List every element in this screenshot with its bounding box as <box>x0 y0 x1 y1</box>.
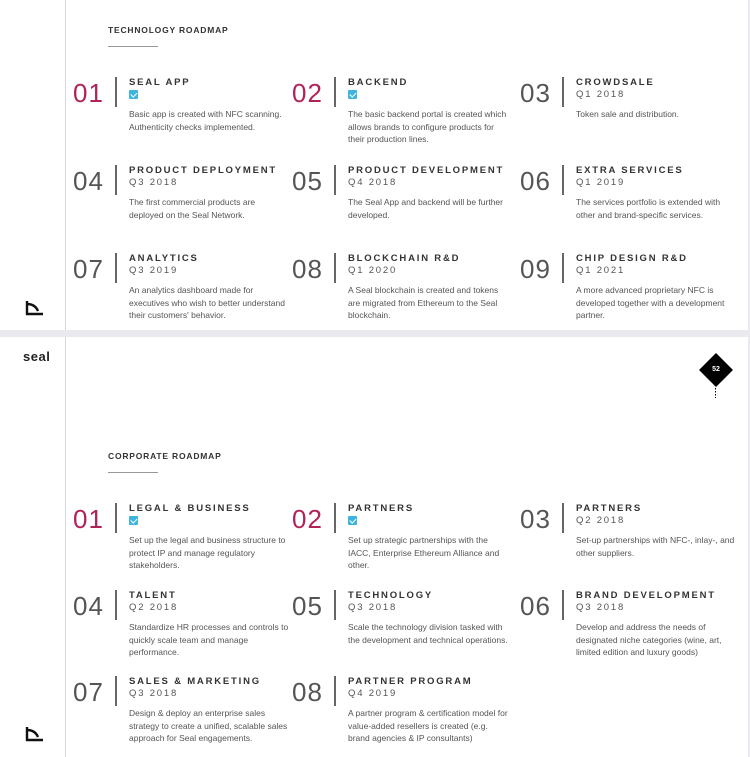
completed-check-icon <box>348 516 357 525</box>
milestone-date: Q2 2018 <box>129 602 179 613</box>
milestone-date: Q1 2019 <box>576 177 626 188</box>
page-number: 52 <box>712 366 720 373</box>
milestone-divider <box>115 590 117 620</box>
milestone-number: 02 <box>292 78 323 108</box>
roadmap-item <box>292 676 507 756</box>
milestone-date: Q1 2018 <box>576 89 626 100</box>
milestone-number: 01 <box>73 504 104 534</box>
milestone-number: 04 <box>73 166 104 196</box>
milestone-divider <box>562 503 564 533</box>
milestone-divider <box>115 503 117 533</box>
milestone-title: SALES & MARKETING <box>129 676 261 687</box>
milestone-number: 07 <box>73 677 104 707</box>
milestone-description: Token sale and distribution. <box>576 109 680 119</box>
roadmap-item <box>292 77 507 157</box>
milestone-description: The Seal App and backend will be further developed. <box>348 197 503 220</box>
milestone-number: 03 <box>520 78 551 108</box>
milestone-title: SEAL APP <box>129 77 191 88</box>
roadmap-item <box>73 503 288 583</box>
milestone-description: The first commercial products are deployed on the Seal Network. <box>129 197 256 220</box>
milestone-description: Set-up partnerships with NFC-, inlay-, and other suppliers. <box>576 535 735 558</box>
milestone-description: The basic backend portal is created which allows brands to configure products for their production lines. <box>348 109 507 144</box>
milestone-description: An analytics dashboard made for executives who wish to better understand their customers' behavior. <box>129 285 285 320</box>
milestone-date: Q2 2018 <box>576 515 626 526</box>
milestone-description: Design & deploy an enterprise sales strategy to create a unified, scalable sales approach for Seal engagements. <box>129 708 288 743</box>
badge-dotted-line <box>715 388 716 398</box>
milestone-title: TECHNOLOGY <box>348 590 434 601</box>
milestone-number: 01 <box>73 78 104 108</box>
milestone-title: PARTNERS <box>348 503 414 514</box>
milestone-date: Q3 2018 <box>129 688 179 699</box>
technology-roadmap-page <box>0 0 748 330</box>
section-underline <box>108 46 158 47</box>
milestone-divider <box>334 676 336 706</box>
milestone-title: EXTRA SERVICES <box>576 165 684 176</box>
milestone-divider <box>562 253 564 283</box>
milestone-date: Q1 2021 <box>576 265 626 276</box>
milestone-description: Set up the legal and business structure to protect IP and manage regulatory stakeholders. <box>129 535 286 570</box>
milestone-divider <box>115 77 117 107</box>
roadmap-item <box>292 253 507 330</box>
milestone-description: A more advanced proprietary NFC is developed together with a development partner. <box>576 285 725 320</box>
milestone-number: 02 <box>292 504 323 534</box>
milestone-divider <box>115 676 117 706</box>
milestone-description: Basic app is created with NFC scanning. Authenticity checks implemented. <box>129 109 282 132</box>
sidebar-divider <box>65 0 66 330</box>
section-title: CORPORATE ROADMAP <box>108 451 222 461</box>
milestone-title: CROWDSALE <box>576 77 655 88</box>
milestone-divider <box>334 253 336 283</box>
milestone-date: Q3 2018 <box>576 602 626 613</box>
roadmap-item <box>520 165 735 245</box>
roadmap-item <box>73 253 288 330</box>
milestone-date: Q3 2018 <box>129 177 179 188</box>
corporate-roadmap-page <box>0 337 748 757</box>
milestone-description: A Seal blockchain is created and tokens are migrated from Ethereum to the Seal blockchain. <box>348 285 499 320</box>
milestone-divider <box>115 165 117 195</box>
milestone-divider <box>562 165 564 195</box>
milestone-description: The services portfolio is extended with other and brand-specific services. <box>576 197 721 220</box>
milestone-divider <box>334 590 336 620</box>
milestone-divider <box>562 590 564 620</box>
roadmap-item <box>73 165 288 245</box>
roadmap-item <box>73 590 288 670</box>
milestone-divider <box>334 77 336 107</box>
milestone-date: Q4 2019 <box>348 688 398 699</box>
milestone-title: BACKEND <box>348 77 409 88</box>
completed-check-icon <box>129 90 138 99</box>
milestone-number: 06 <box>520 591 551 621</box>
roadmap-item <box>292 590 507 670</box>
milestone-date: Q3 2019 <box>129 265 179 276</box>
milestone-number: 09 <box>520 254 551 284</box>
milestone-divider <box>115 253 117 283</box>
milestone-title: PRODUCT DEVELOPMENT <box>348 165 505 176</box>
milestone-divider <box>562 77 564 107</box>
completed-check-icon <box>348 90 357 99</box>
seal-logo-icon <box>25 300 45 316</box>
section-title: TECHNOLOGY ROADMAP <box>108 25 229 35</box>
roadmap-item <box>520 503 735 583</box>
milestone-title: PARTNER PROGRAM <box>348 676 473 687</box>
milestone-description: Standardize HR processes and controls to quickly scale team and manage performance. <box>129 622 289 657</box>
milestone-description: Develop and address the needs of designated niche categories (wine, art, limited edition and luxury goods) <box>576 622 722 657</box>
milestone-title: TALENT <box>129 590 177 601</box>
milestone-number: 03 <box>520 504 551 534</box>
milestone-description: A partner program & certification model for value-added resellers is created (e.g. brand agencies & IP consultants) <box>348 708 508 743</box>
roadmap-item <box>73 77 288 157</box>
seal-logo-icon <box>25 726 45 742</box>
milestone-number: 05 <box>292 166 323 196</box>
milestone-title: PARTNERS <box>576 503 642 514</box>
milestone-date: Q4 2018 <box>348 177 398 188</box>
completed-check-icon <box>129 516 138 525</box>
milestone-date: Q3 2018 <box>348 602 398 613</box>
milestone-date: Q1 2020 <box>348 265 398 276</box>
milestone-title: BLOCKCHAIN R&D <box>348 253 461 264</box>
milestone-divider <box>334 503 336 533</box>
milestone-divider <box>334 165 336 195</box>
milestone-title: LEGAL & BUSINESS <box>129 503 251 514</box>
milestone-title: BRAND DEVELOPMENT <box>576 590 716 601</box>
milestone-title: CHIP DESIGN R&D <box>576 253 688 264</box>
milestone-number: 06 <box>520 166 551 196</box>
roadmap-item <box>520 77 735 157</box>
roadmap-item <box>73 676 288 756</box>
milestone-number: 04 <box>73 591 104 621</box>
roadmap-item <box>520 590 735 670</box>
roadmap-item <box>292 165 507 245</box>
sidebar-divider <box>65 337 66 757</box>
seal-logo-text: seal <box>23 349 51 364</box>
milestone-title: ANALYTICS <box>129 253 199 264</box>
roadmap-item <box>520 253 735 330</box>
milestone-title: PRODUCT DEPLOYMENT <box>129 165 277 176</box>
milestone-description: Set up strategic partnerships with the IACC, Enterprise Ethereum Alliance and other. <box>348 535 500 570</box>
milestone-number: 08 <box>292 254 323 284</box>
milestone-description: Scale the technology division tasked with the development and technical operations. <box>348 622 508 645</box>
section-underline <box>108 472 158 473</box>
milestone-number: 08 <box>292 677 323 707</box>
milestone-number: 05 <box>292 591 323 621</box>
milestone-number: 07 <box>73 254 104 284</box>
roadmap-item <box>292 503 507 583</box>
